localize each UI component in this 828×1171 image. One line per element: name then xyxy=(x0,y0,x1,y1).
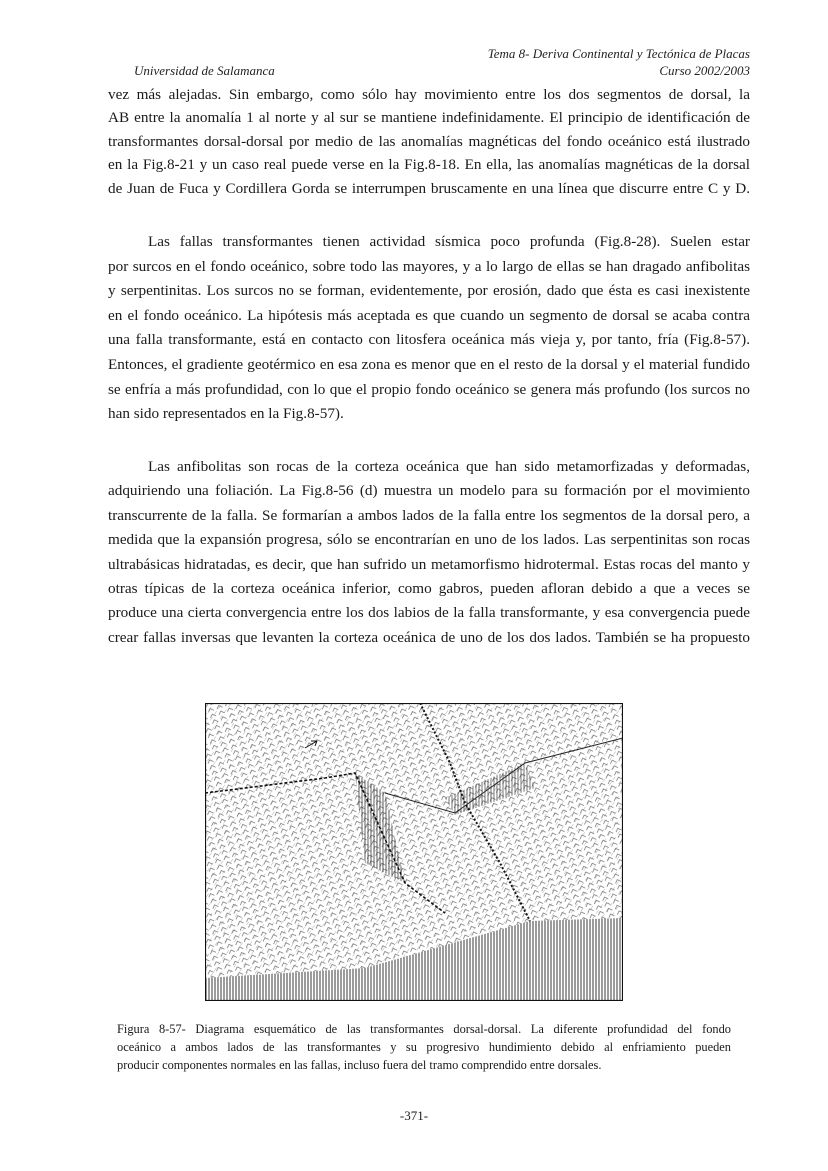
caption-line: oceánico a ambos lados de las transformantes y su progresivo hundimiento debido al enfriamiento pueden xyxy=(117,1040,731,1054)
text-line: de Juan de Fuca y Cordillera Gorda se interrumpen bruscamente en una línea que discurre entre C y D. xyxy=(108,179,750,197)
text-line: Entonces, el gradiente geotérmico en esa zona es menor que en el resto de la dorsal y el material fundido xyxy=(108,355,750,373)
text-line: medida que la expansión progresa, sólo se encontrarían en uno de los lados. Las serpentinitas son rocas xyxy=(108,531,750,549)
text-line: en el fondo oceánico. La hipótesis más aceptada es que cuando un segmento de dorsal se acaba contra xyxy=(108,306,750,324)
text-line: por surcos en el fondo oceánico, sobre todo las mayores, y a lo largo de ellas se han dragado anfibolitas xyxy=(108,257,750,275)
header-university: Universidad de Salamanca xyxy=(134,63,275,78)
figure-caption xyxy=(117,1020,731,1074)
caption-line: Figura 8-57- Diagrama esquemático de las transformantes dorsal-dorsal. La diferente profundidad del fondo xyxy=(117,1022,731,1036)
page-number: -371- xyxy=(399,1108,429,1123)
text-line: en la Fig.8-21 y un caso real puede verse en la Fig.8-18. En ella, las anomalías magnéticas de la dorsal xyxy=(108,156,750,174)
paragraph-1 xyxy=(108,83,750,200)
text-line: han sido representados en la Fig.8-57). xyxy=(108,405,344,423)
text-line: AB entre la anomalía 1 al norte y al sur se mantiene indefinidamente. El principio de identificación de xyxy=(108,109,750,127)
text-line: Las fallas transformantes tienen actividad sísmica poco profunda (Fig.8-28). Suelen estar xyxy=(148,233,750,250)
text-line: y serpentinitas. Los surcos no se forman, evidentemente, por erosión, dado que ésta es casi inexistente xyxy=(108,282,750,300)
header-course: Curso 2002/2003 xyxy=(659,63,750,78)
text-line: vez más alejadas. Sin embargo, como sólo hay movimiento entre los dos segmentos de dorsal, la xyxy=(108,86,750,103)
paragraph-3 xyxy=(108,455,750,650)
text-line: Las anfibolitas son rocas de la corteza oceánica que han sido metamorfizadas y deformadas, xyxy=(148,458,750,475)
text-line: transformantes dorsal-dorsal por medio de las anomalías magnéticas del fondo oceánico está ilustrado xyxy=(108,132,750,150)
text-line: una falla transformante, está en contacto con litosfera oceánica más vieja y, por tanto, fría (Fig.8-57). xyxy=(108,331,750,349)
paragraph-2 xyxy=(108,230,750,427)
text-line: se enfría a más profundidad, con lo que el propio fondo oceánico se genera más profundo (los surcos no xyxy=(108,380,750,398)
text-line: otras típicas de la corteza oceánica inferior, como gabros, pueden afloran debido a que a veces se xyxy=(108,579,750,597)
text-line: produce una cierta convergencia entre los dos labios de la falla transformante, y esa convergencia puede xyxy=(108,604,750,622)
transform-fault-block-diagram xyxy=(205,703,623,1001)
text-line: crear fallas inversas que levanten la corteza oceánica de uno de los dos lados. También se ha propuesto xyxy=(108,628,750,646)
text-line: ultrabásicas hidratadas, es decir, que han sufrido un metamorfismo hidrotermal. Estas rocas del manto y xyxy=(108,555,750,573)
caption-line: producir componentes normales en las fallas, incluso fuera del tramo comprendido entre dorsales. xyxy=(117,1058,602,1072)
text-line: transcurrente de la falla. Se formarían a ambos lados de la falla entre los segmentos de la dorsal pero, a xyxy=(108,506,750,524)
text-line: adquiriendo una foliación. La Fig.8-56 (d) muestra un modelo para su formación por el movimiento xyxy=(108,482,750,500)
header-chapter: Tema 8- Deriva Continental y Tectónica de Placas xyxy=(487,46,750,61)
